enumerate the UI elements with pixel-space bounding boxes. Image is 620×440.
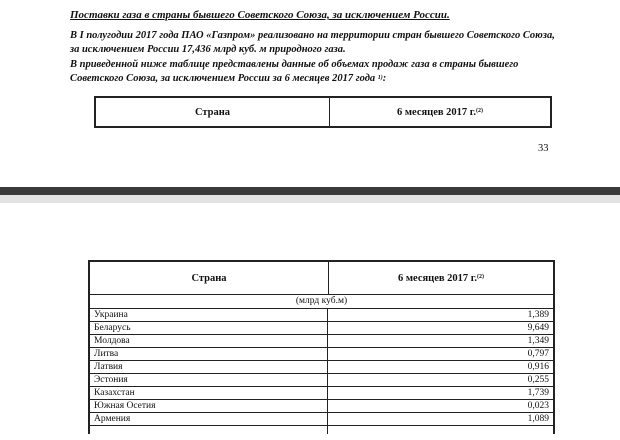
- value-cell: 0,916: [527, 362, 549, 372]
- section-heading: Поставки газа в страны бывшего Советского Союза, за исключением России.: [70, 9, 450, 21]
- gas-sales-table: [88, 260, 555, 434]
- value-cell: 1,739: [527, 388, 549, 398]
- table-row: [90, 309, 553, 322]
- paragraph-table-intro-text: В приведенной ниже таблице представлены данные об объемах продаж газа в страны бывшего Советского Союза, за исключением России за 6 месяцев 2017 года: [70, 59, 519, 84]
- country-cell: Литва: [90, 348, 328, 360]
- value-cell: 9,649: [527, 323, 549, 333]
- page-separator-shadow: [0, 195, 620, 203]
- country-cell: Эстония: [90, 374, 328, 386]
- page-number: 33: [538, 143, 549, 154]
- country-cell: Беларусь: [90, 322, 328, 334]
- table-row: [90, 361, 553, 374]
- column-header-period-note: (2): [476, 108, 483, 114]
- value-cell: 0,797: [527, 349, 549, 359]
- table-row: [90, 413, 553, 426]
- country-cell: Казахстан: [90, 387, 328, 399]
- value-cell: 1,389: [527, 310, 549, 320]
- table-row: [90, 400, 553, 413]
- table-row: [90, 374, 553, 387]
- value-cell: 0,255: [527, 375, 549, 385]
- document-page-top: [0, 0, 620, 186]
- value-cell: [328, 426, 553, 434]
- table-row: [90, 322, 553, 335]
- page-separator: [0, 187, 620, 195]
- unit-row: (млрд куб.м): [90, 295, 553, 309]
- column-header-country: Страна: [96, 98, 330, 126]
- table-row: [90, 335, 553, 348]
- country-cell: Молдова: [90, 335, 328, 347]
- column-header-period-note: (2): [477, 274, 484, 280]
- column-header-country: Страна: [90, 262, 329, 294]
- country-cell: Украина: [90, 309, 328, 321]
- table-row-partial: [90, 426, 553, 434]
- table-header-page1: [94, 96, 552, 128]
- paragraph-colon: :: [382, 73, 387, 84]
- country-cell: Южная Осетия: [90, 400, 328, 412]
- column-header-period: [329, 262, 553, 294]
- paragraph-table-intro: [70, 58, 560, 86]
- value-cell: 1,089: [527, 414, 549, 424]
- country-cell: Армения: [90, 413, 328, 425]
- column-header-period-text: 6 месяцев 2017 г.: [398, 272, 477, 284]
- country-cell: Латвия: [90, 361, 328, 373]
- value-cell: 0,023: [527, 401, 549, 411]
- table-row: [90, 387, 553, 400]
- value-cell: 1,349: [527, 336, 549, 346]
- column-header-period: [330, 98, 550, 126]
- country-cell: [90, 426, 328, 434]
- column-header-period-text: 6 месяцев 2017 г.: [397, 106, 476, 118]
- table-header-row: [90, 262, 553, 295]
- footnote-marker: 1): [377, 75, 383, 81]
- table-row: [90, 348, 553, 361]
- paragraph-sales-total: В I полугодии 2017 года ПАО «Газпром» реализовано на территории стран бывшего Советского Союза, за исключением России 17,436 млрд куб. м природного газа.: [70, 30, 555, 55]
